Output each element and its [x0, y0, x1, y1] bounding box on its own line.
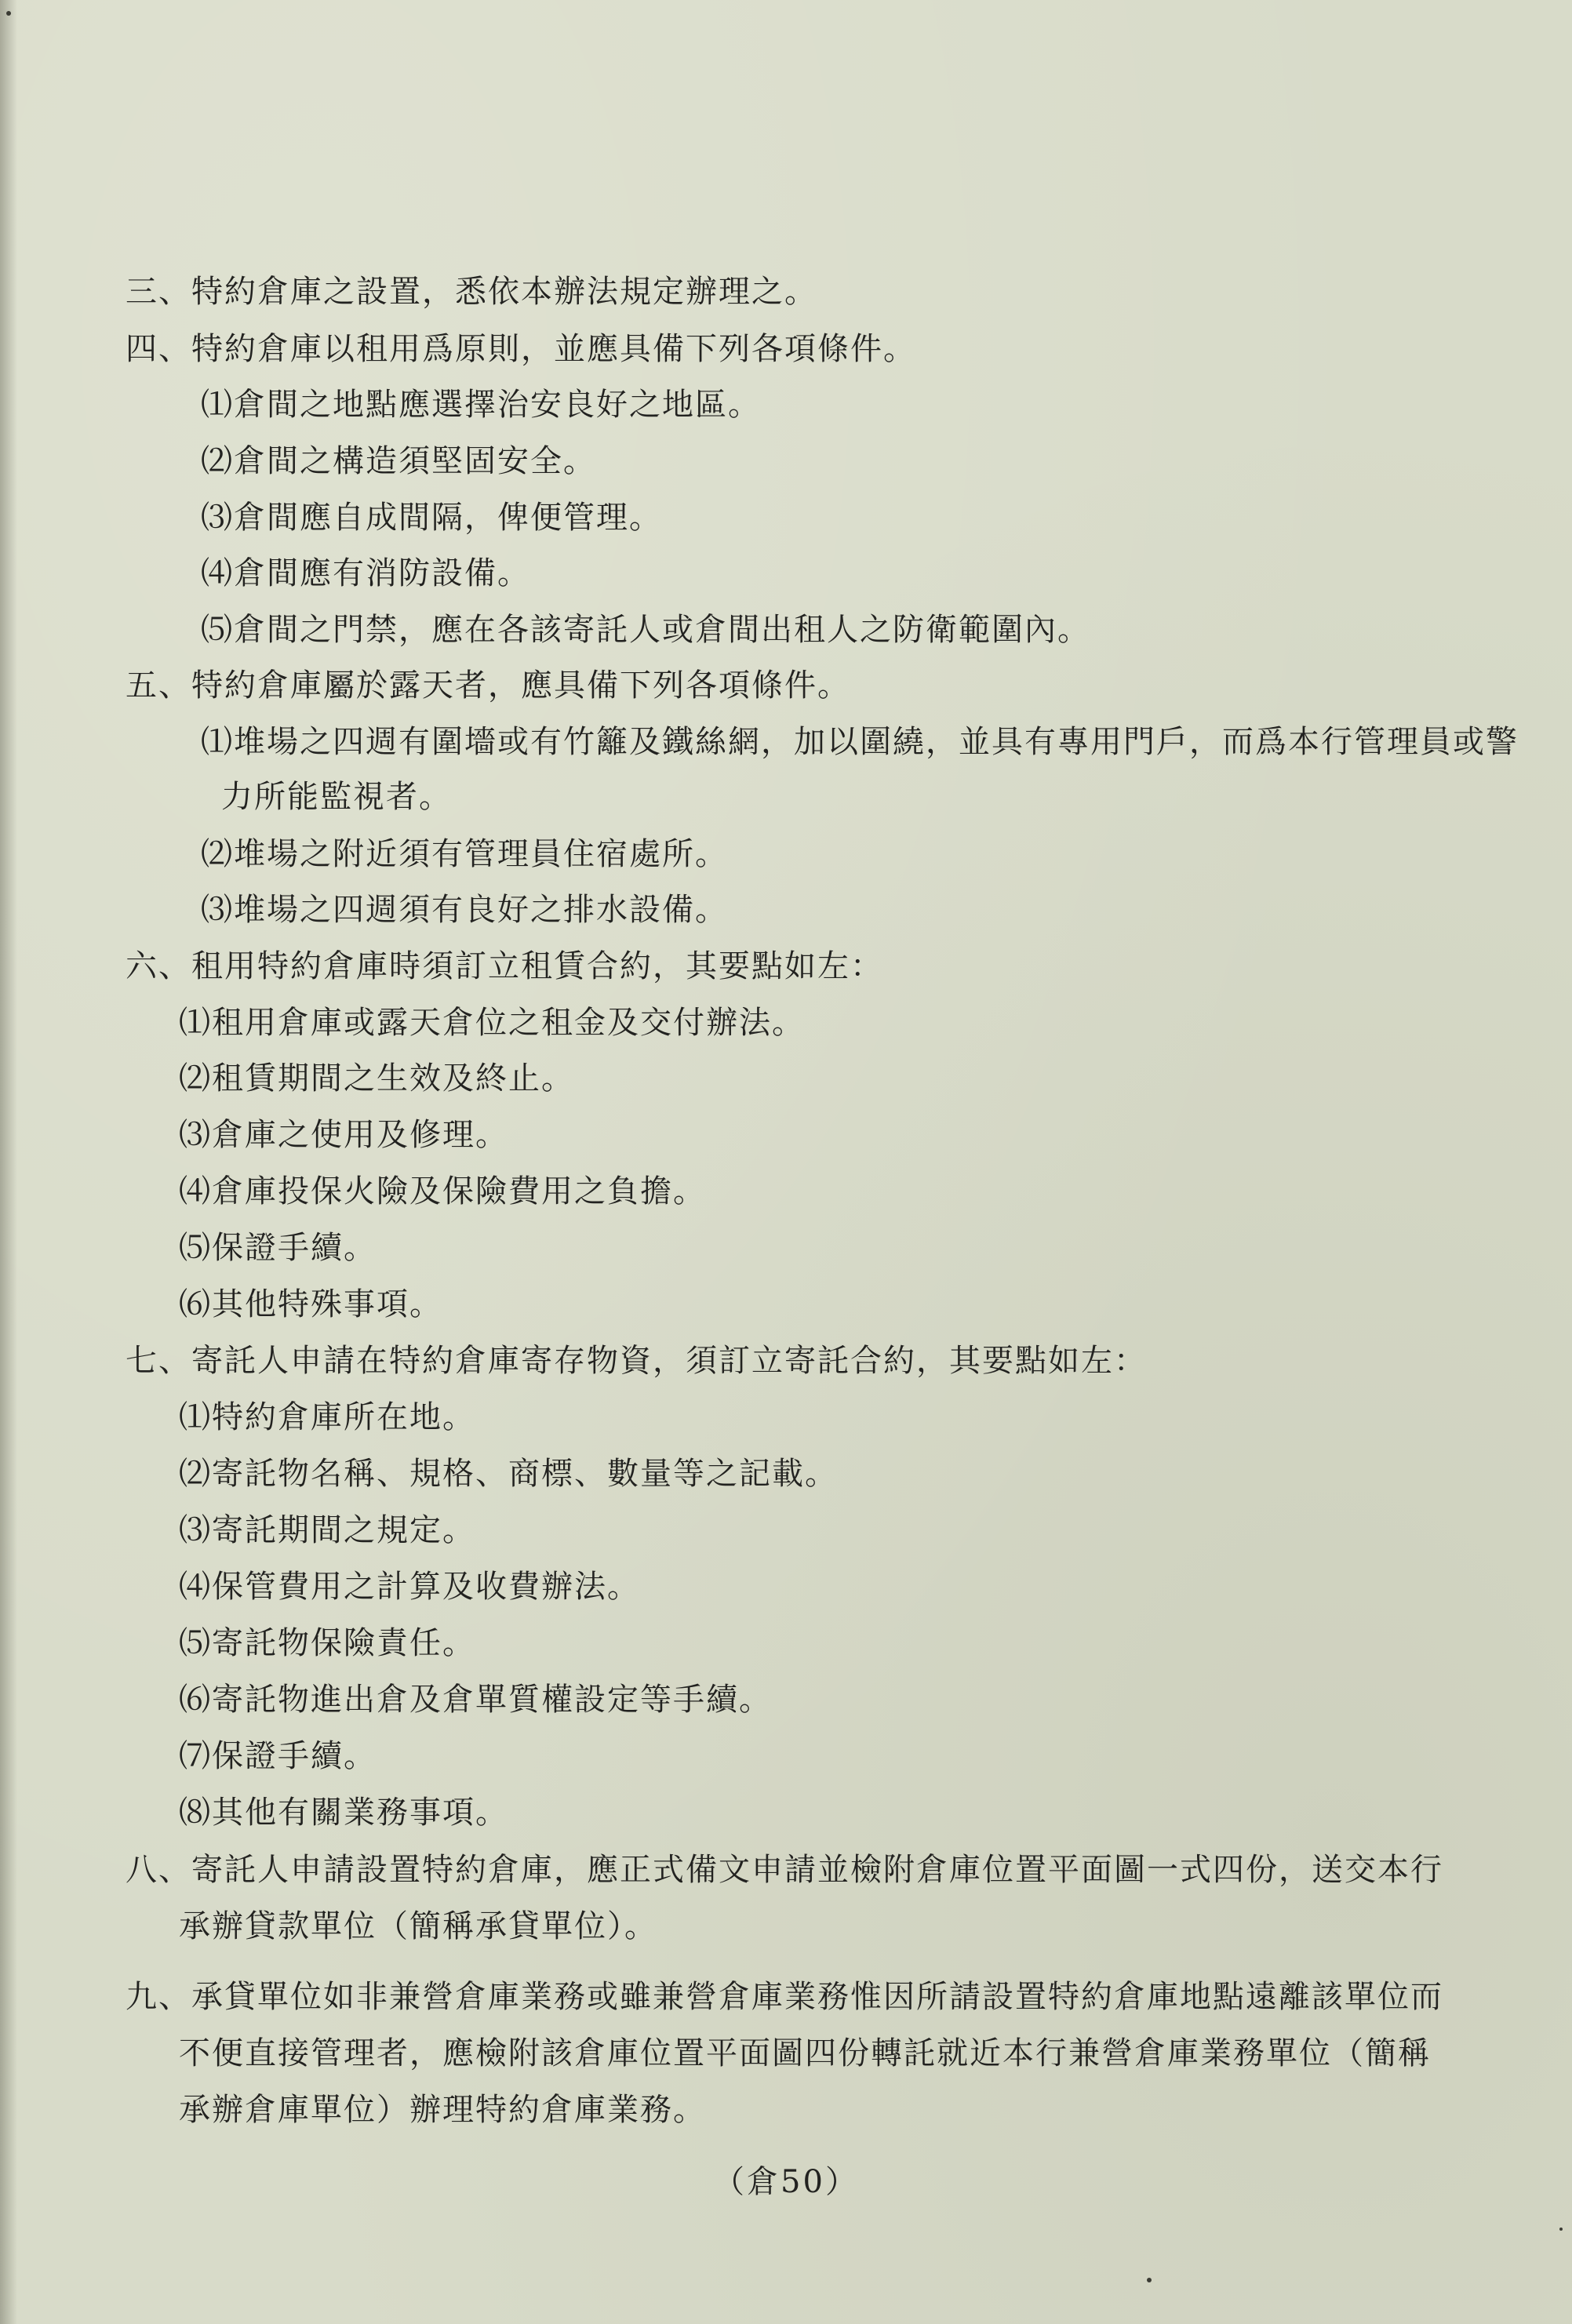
article-9: 九、承貸單位如非兼營倉庫業務或雖兼營倉庫業務惟因所請設置特約倉庫地點遠離該單位而 [126, 1979, 1443, 2015]
article-7-item-3: ⑶寄託期間之規定。 [179, 1512, 475, 1548]
page-edge-shadow [0, 0, 17, 2324]
article-7-item-2: ⑵寄託物名稱、規格、商標、數量等之記載。 [179, 1456, 838, 1492]
article-5-item-2: ⑵堆場之附近須有管理員住宿處所。 [201, 836, 728, 872]
article-6-item-6: ⑹其他特殊事項。 [179, 1286, 442, 1322]
speck-mark [1559, 2228, 1563, 2231]
article-7-item-4: ⑷保管費用之計算及收費辦法。 [179, 1569, 640, 1605]
article-4: 四、特約倉庫以租用爲原則，並應具備下列各項條件。 [126, 331, 916, 367]
article-6: 六、租用特約倉庫時須訂立租賃合約，其要點如左： [126, 948, 883, 984]
article-8: 八、寄託人申請設置特約倉庫，應正式備文申請並檢附倉庫位置平面圖一式四份，送交本行 [126, 1852, 1443, 1888]
article-6-item-3: ⑶倉庫之使用及修理。 [179, 1117, 508, 1153]
article-7-item-6: ⑹寄託物進出倉及倉單質權設定等手續。 [179, 1682, 772, 1718]
article-6-item-5: ⑸保證手續。 [179, 1230, 377, 1266]
page-number: （倉50） [713, 2164, 859, 2200]
article-7-item-1: ⑴特約倉庫所在地。 [179, 1399, 475, 1435]
speck-mark [1147, 2278, 1152, 2282]
article-5-item-3: ⑶堆場之四週須有良好之排水設備。 [201, 892, 728, 928]
article-5-item-1-cont: 力所能監視者。 [221, 779, 452, 815]
article-4-item-3: ⑶倉間應自成間隔，俾便管理。 [201, 500, 662, 536]
article-7: 七、寄託人申請在特約倉庫寄存物資，須訂立寄託合約，其要點如左： [126, 1343, 1147, 1379]
article-4-item-4: ⑷倉間應有消防設備。 [201, 555, 530, 591]
article-5-item-1: ⑴堆場之四週有圍墻或有竹籬及鐵絲網，加以圍繞，並具有專用門戶，而爲本行管理員或警 [201, 724, 1519, 760]
article-6-item-2: ⑵租賃期間之生效及終止。 [179, 1060, 574, 1097]
article-6-item-4: ⑷倉庫投保火險及保險費用之負擔。 [179, 1173, 706, 1209]
article-9-cont-1: 不便直接管理者，應檢附該倉庫位置平面圖四份轉託就近本行兼營倉庫業務單位（簡稱 [179, 2035, 1431, 2071]
article-9-cont-2: 承辦倉庫單位）辦理特約倉庫業務。 [179, 2092, 706, 2128]
article-4-item-1: ⑴倉間之地點應選擇治安良好之地區。 [201, 387, 761, 423]
article-4-item-5: ⑸倉間之門禁，應在各該寄託人或倉間出租人之防衛範圍內。 [201, 612, 1090, 648]
speck-mark [6, 11, 11, 16]
article-3: 三、特約倉庫之設置，悉依本辦法規定辦理之。 [126, 274, 817, 310]
article-7-item-7: ⑺保證手續。 [179, 1738, 377, 1774]
article-5: 五、特約倉庫屬於露天者，應具備下列各項條件。 [126, 667, 850, 704]
article-7-item-8: ⑻其他有關業務事項。 [179, 1795, 508, 1831]
article-4-item-2: ⑵倉間之構造須堅固安全。 [201, 443, 596, 479]
article-6-item-1: ⑴租用倉庫或露天倉位之租金及交付辦法。 [179, 1005, 805, 1041]
article-8-cont: 承辦貸款單位（簡稱承貸單位）。 [179, 1908, 657, 1944]
article-7-item-5: ⑸寄託物保險責任。 [179, 1625, 475, 1661]
